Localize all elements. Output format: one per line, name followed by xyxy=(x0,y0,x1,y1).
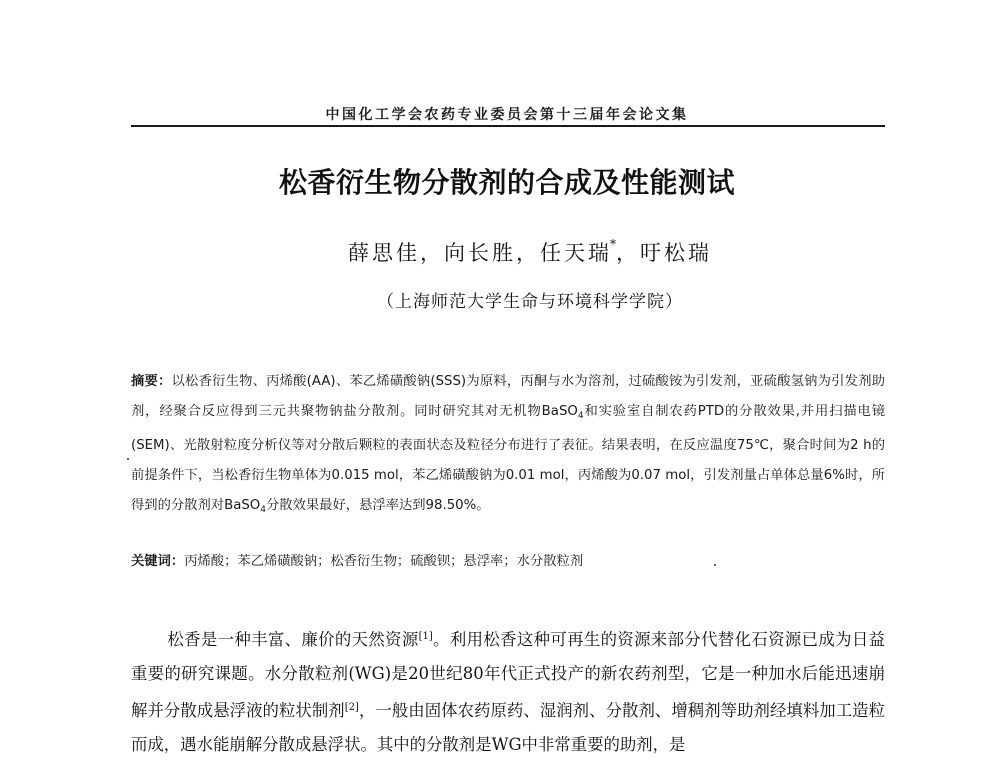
paper-title: 松香衍生物分散剂的合成及性能测试 xyxy=(278,166,735,199)
affiliation: （上海师范大学生命与环境科学学院） xyxy=(377,292,683,312)
body-text-3: ，一般由固体农药原药、湿润剂、分散剂、增稠剂等助剂经填料加工造粒而成，遇水能崩解分散成悬浮状。其中的分散剂是WG中非常重要的助剂，是 xyxy=(131,701,886,754)
authors-part-1: 薛思佳，向长胜，任天瑞 xyxy=(348,241,612,265)
author-list xyxy=(200,237,860,267)
abstract-subscript-1: 4 xyxy=(577,411,584,421)
abstract-label: 摘要： xyxy=(131,374,172,389)
abstract xyxy=(131,367,885,525)
abstract-text-2: 和实验室自制农药PTD的分散效果,并用扫描电镜(SEM)、光散射粒度分析仪等对分散后颗粒的表面状态及粒径分布进行了表征。结果表明，在反应温度75℃，聚合时间为2 h的前提条件下，当松香衍生物单体为0.015 mol，苯乙烯磺酸钠为0.01 mol，丙烯酸为0.07 mol，引发剂量占单体总量6%时，所得到的分散剂对BaSO xyxy=(131,404,885,513)
header-rule xyxy=(131,125,885,127)
abstract-subscript-2: 4 xyxy=(260,505,266,515)
reference-1: [1] xyxy=(418,631,433,642)
reference-2: [2] xyxy=(344,702,359,713)
keywords-label: 关键词： xyxy=(131,554,185,569)
abstract-text-1: 以松香衍生物、丙烯酸(AA)、苯乙烯磺酸钠(SSS)为原料，丙酮与水为溶剂，过硫酸铵为引发剂，亚硫酸氢钠为引发剂助剂，经聚合反应得到三元共聚物钠盐分散剂。同时研究其对无机物BaSO xyxy=(131,374,886,419)
abstract-text-3: 分散效果最好，悬浮率达到98.50%。 xyxy=(266,498,490,513)
body-paragraph xyxy=(131,620,885,762)
keywords xyxy=(131,547,885,577)
scan-speck xyxy=(714,564,716,566)
keywords-text: 丙烯酸；苯乙烯磺酸钠；松香衍生物；硫酸钡；悬浮率；水分散粒剂 xyxy=(184,554,584,569)
body-text-1: 松香是一种丰富、廉价的天然资源 xyxy=(167,630,419,649)
scan-speck xyxy=(127,458,129,460)
body-text-2: 。利用松香这种可再生的资源来部分代替化石资源已成为日益重要的研究课题。水分散粒剂(WG)是20世纪80年代正式投产的新农药剂型，它是一种加水后能迅速崩解并分散成悬浮液的粒状制剂 xyxy=(131,630,886,720)
corresponding-author-mark: * xyxy=(610,237,616,251)
authors-part-2: ，吁松瑞 xyxy=(616,241,712,265)
running-header: 中国化工学会农药专业委员会第十三届年会论文集 xyxy=(325,107,689,123)
